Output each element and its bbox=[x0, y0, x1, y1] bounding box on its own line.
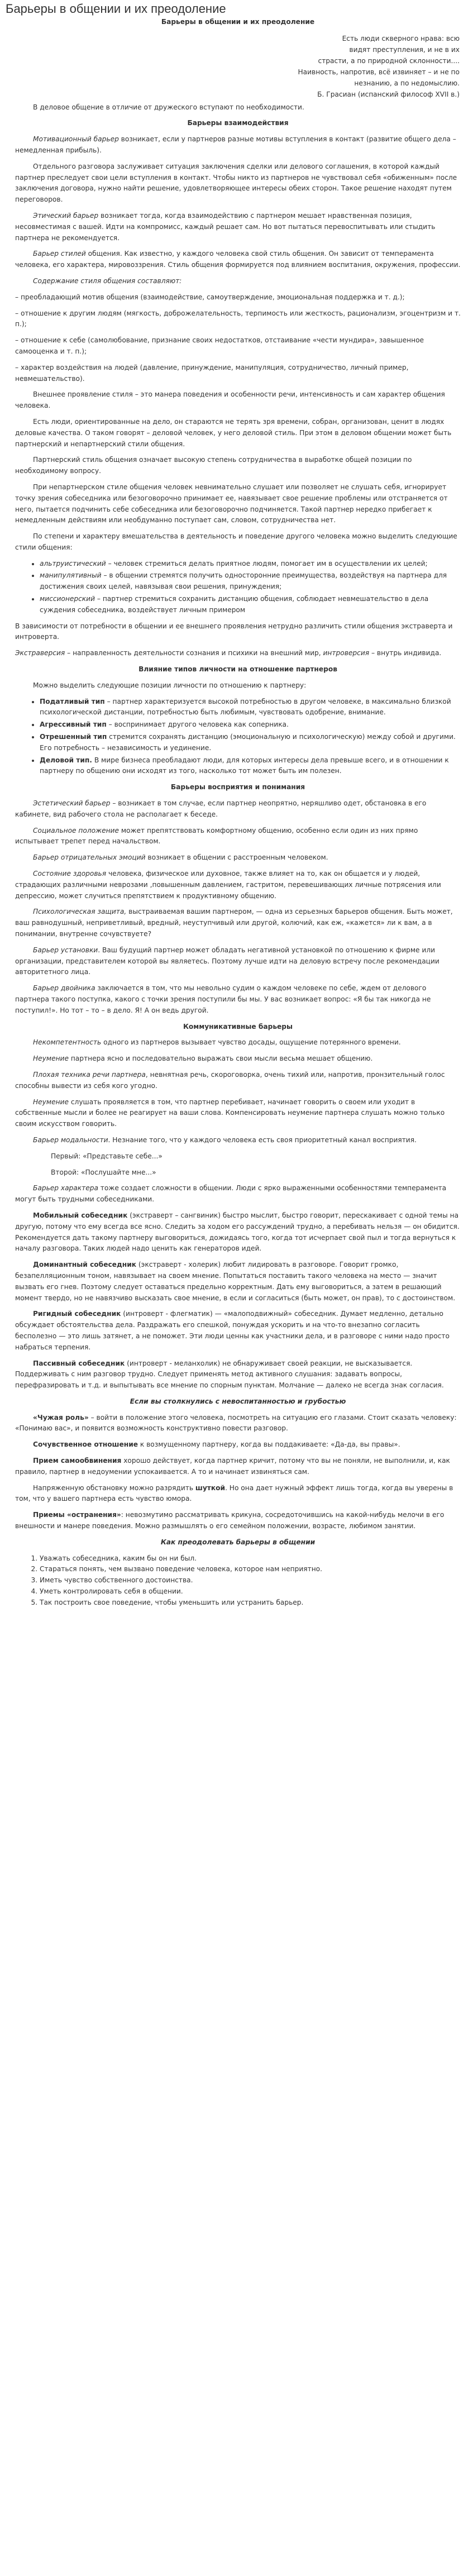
epigraph-author: Б. Грасиан (испанский философ XVII в.) bbox=[317, 90, 460, 98]
paragraph: Психологическая защита, выстраиваемая вашим партнером, — одна из серьезных барьеров общения. Быть может, ваш равнодушный, неприветливый, вредный, неуступчивый или другой, колючий, как еж, «кажется» ли к вам, а в понимании, внутренне сочувствуете? bbox=[15, 908, 453, 938]
section-title: Если вы столкнулись с невоспитанностью и грубостью bbox=[130, 1397, 346, 1405]
paragraph: В зависимости от потребности в общении и ее внешнего проявления нетрудно различить стили общения экстраверта и интроверта. bbox=[15, 622, 453, 641]
term: Барьер стилей bbox=[33, 250, 86, 258]
list-item: 3. Иметь чувство собственного достоинства. bbox=[40, 1575, 461, 1586]
paragraph: Партнерский стиль общения означает высокую степень сотрудничества в выработке общей позиции по необходимому вопросу. bbox=[15, 456, 412, 475]
paragraph: Мотивационный барьер возникает, если у партнеров разные мотивы вступления в контакт (развитие общего дела – немедленная прибыль). bbox=[15, 135, 456, 154]
paragraph: Плохая техника речи партнера, невнятная речь, скороговорка, очень тихий или, напротив, пронзительный голос способны вывести из себя кого угодно. bbox=[15, 1070, 445, 1090]
list-item: • миссионерский – партнер стремиться сохранить дистанцию общения, соблюдает невмешательство в дела суждения собеседника, воздействует личным примером bbox=[40, 594, 461, 616]
paragraph: Приемы «остранения»: невозмутимо рассматривать крикуна, сосредоточившись на какой-нибудь мелочи в его внешности и манере поведения. Можно размышлять о его семейном положении, возрасте, любимом занятии. bbox=[15, 1511, 445, 1530]
tips-list bbox=[15, 1553, 461, 1609]
quote: Второй: «Послушайте мне...» bbox=[51, 1168, 156, 1176]
paragraph: Пассивный собеседник (интроверт - меланхолик) не обнаруживает своей реакции, не высказывается. Поддерживать с ним разговор трудно. Следует применять метод активного слушания: задавать вопросы, перефразировать и т.д. и выпытывать все мнение по спорным пунктам. Молчание — далеко не всегда знак согласия. bbox=[15, 1359, 444, 1390]
epigraph bbox=[15, 33, 460, 100]
paragraph: Барьер двойника заключается в том, что мы невольно судим о каждом человеке по себе, ждем от делового партнера такого поступка, какого с точки зрения поступили бы мы. У вас возникает вопрос: «Я бы так никогда не поступил!». Но тот – то – в дело. Я! А он ведь другой. bbox=[15, 984, 431, 1014]
paragraph: Внешнее проявление стиля – это манера поведения и особенности речи, интенсивность и сам характер общения человека. bbox=[15, 390, 445, 410]
list-item: • Податливый тип – партнер характеризуется высокой потребностью в другом человеке, в максимально близкой психологической дистанции, потребностью быть любимым, чувствовать одобрение, внимание. bbox=[40, 697, 461, 719]
list-item: 2. Стараться понять, чем вызвано поведение человека, которое нам неприятно. bbox=[40, 1564, 461, 1575]
list-item: • альтруистический – человек стремиться делать приятное людям, помогает им в осуществлении их целей; bbox=[40, 559, 461, 570]
epigraph-line: видят преступления, и не в их bbox=[349, 45, 460, 54]
paragraph: Напряженную обстановку можно разрядить шуткой. Но она дает нужный эффект лишь тогда, когда вы уверены в том, что у вашего партнера есть чувство юмора. bbox=[15, 1483, 453, 1503]
paragraph: Барьер отрицательных эмоций возникает в общении с расстроенным человеком. bbox=[33, 853, 328, 862]
list-item: – отношение к себе (самолюбование, признание своих недостатков, отстаивание «чести мундира», завышенное самооценка и т. п.); bbox=[15, 336, 424, 355]
term: Мотивационный барьер bbox=[33, 135, 119, 144]
intro-paragraph: В деловое общение в отличие от дружеского вступают по необходимости. bbox=[33, 103, 304, 111]
paragraph: По степени и характеру вмешательства в деятельность и поведение другого человека можно выделить следующие стили общения: bbox=[15, 532, 457, 551]
epigraph-line: незнанию, а по недомыслию. bbox=[354, 79, 460, 87]
paragraph: Неумение партнера ясно и последовательно выражать свои мысли весьма мешает общению. bbox=[33, 1055, 373, 1063]
list-item: – преобладающий мотив общения (взаимодействие, самоутверждение, эмоциональная поддержка и т. д.); bbox=[15, 293, 405, 301]
quote: Первый: «Представьте себе...» bbox=[51, 1152, 163, 1160]
section-title: Как преодолевать барьеры в общении bbox=[160, 1538, 316, 1546]
section-title: Барьеры взаимодействия bbox=[187, 119, 289, 127]
paragraph: Барьер установки. Ваш будущий партнер может обладать негативной установкой по отношению к фирме или организации, представителем которой вы являетесь. Поэтому лучше идти на деловую встречу после рекомендации авторитетного лица. bbox=[15, 946, 439, 976]
list-item: • Агрессивный тип – воспринимает другого человека как соперника. bbox=[40, 719, 461, 731]
epigraph-line: страсти, а по природной склонности.... bbox=[318, 56, 460, 65]
list-item: – отношение к другим людям (мягкость, доброжелательность, терпимость или жесткость, рационализм, эгоцентризм и т. п.); bbox=[15, 309, 461, 328]
paragraph: Экстраверсия – направленность деятельности сознания и психики на внешний мир, интроверсия – внутрь индивида. bbox=[15, 649, 442, 657]
styles-list bbox=[15, 559, 461, 616]
paragraph: Содержание стиля общения составляют: bbox=[33, 276, 182, 285]
paragraph: Мобильный собеседник (экстраверт – сангвиник) быстро мыслит, быстро говорит, перескакивает с одной темы на другую, потому что ему всегда все ясно. Следить за ходом его рассуждений трудно, а перебивать нельзя — он обидится. Рекомендуется дать такому партнеру выговориться, дожидаясь того, когда тот исчерпает свой пыл и тогда вернуться к началу разговора. Таких людей надо ценить как генераторов идей. bbox=[15, 1211, 460, 1253]
list-item: • манипулятивный – в общении стремятся получить односторонние преимущества, воздействуя на партнера для достижения своих целей, навязывая свои решения, принуждения; bbox=[40, 570, 461, 593]
paragraph: Ригидный собеседник (интроверт - флегматик) — «малоподвижный» собеседник. Думает медленно, детально обсуждает обстоятельства дела. Раздражать его спешкой, понуждая ускорить и на что-то внезапно согласить бесполезно — это лишь затянет, а не поможет. Эти люди ценны как участники дела, и в разговоре с ними надо просто набраться терпения. bbox=[15, 1310, 450, 1351]
article-heading: Барьеры в общении и их преодоление bbox=[161, 17, 315, 26]
list-item: • Деловой тип. В мире бизнеса преобладают люди, для которых интересы дела превыше всего, и в отношении к партнеру по общению они исходят из того, насколько тот может быть им полезен. bbox=[40, 755, 461, 777]
paragraph: Социальное положение может препятствовать комфортному общению, особенно если один из них прямо испытывает трепет перед начальством. bbox=[15, 826, 418, 846]
epigraph-line: Наивность, напротив, всё извиняет – и не по bbox=[298, 68, 460, 76]
paragraph: «Чужая роль» – войти в положение этого человека, посмотреть на ситуацию его глазами. Стоит сказать человеку: «Понимаю вас», и появится возможность конструктивно повести разговор. bbox=[15, 1413, 457, 1433]
section-title: Коммуникативные барьеры bbox=[183, 1022, 293, 1031]
page-title: Барьеры в общении и их преодоление bbox=[0, 0, 473, 17]
paragraph: При непартнерском стиле общения человек невнимательно слушает или позволяет не слушать себя, игнорирует точку зрения собеседника или безоговорочно принимает ее, навязывает свое решение проблемы или отстраняется от него, пытается подчинить себе собеседника или безоговорочно подчиняется. Такой партнер нередко прибегает к немедленным действиям или необдуманно поступает сам, словом, сотрудничества нет. bbox=[15, 483, 448, 524]
list-item: 1. Уважать собеседника, каким бы он ни был. bbox=[40, 1553, 461, 1564]
paragraph: Этический барьер возникает тогда, когда взаимодействию с партнером мешает нравственная позиция, несовместимая с вашей. Идти на компромисс, каждый решает сам. Но вот пытаться перевоспитывать или стыдить партнера не рекомендуется. bbox=[15, 211, 436, 242]
paragraph: Состояние здоровья человека, физическое или духовное, также влияет на то, как он общается и у людей, страдающих различными неврозами ,повышенным давлением, гастритом, перевешивающих личные потрясения или депрессию, может случиться препятствием к продуктивному общению. bbox=[15, 870, 441, 900]
paragraph: Доминантный собеседник (экстраверт - холерик) любит лидировать в разговоре. Говорит громко, безапелляционным тоном, навязывает на своем мнение. Попытаться поставить такого человека на место — значит вызвать его гнев. Поэтому следует оставаться предельно корректным. Дать ему выговориться, а затем в решающий момент твердо, но не навязчиво высказать свое мнение, в если и согласиться (быть может, он прав), то с достоинством. bbox=[15, 1261, 456, 1302]
epigraph-line: Есть люди скверного нрава: всю bbox=[342, 34, 460, 42]
list-item: – характер воздействия на людей (давление, принуждение, манипуляция, сотрудничество, личный пример, невмешательство). bbox=[15, 363, 409, 383]
section-title: Влияние типов личности на отношение партнеров bbox=[138, 665, 337, 674]
paragraph: Барьер модальности. Незнание того, что у каждого человека есть своя приоритетный канал восприятия. bbox=[33, 1136, 417, 1144]
paragraph: Неумение слушать проявляется в том, что партнер перебивает, начинает говорить о своем или уходит в собственные мысли и более не реагирует на ваши слова. Компенсировать неумение партнера слушать можно только своим искусством говорить. bbox=[15, 1098, 445, 1128]
paragraph: Эстетический барьер – возникает в том случае, если партнер неопрятно, неряшливо одет, обстановка в его кабинете, вид рабочего стола не располагает к беседе. bbox=[15, 799, 427, 818]
paragraph: Барьер характера тоже создает сложности в общении. Люди с ярко выраженными особенностями темперамента могут быть трудными собеседниками. bbox=[15, 1184, 447, 1204]
paragraph: Есть люди, ориентированные на дело, он стараются не терять зря времени, собран, организован, ценит в людях деловые качества. О таком говорят – деловой человек, у него деловой стиль. При этом в деловом общении может быть партнерский и непартнерский стили общения. bbox=[15, 417, 452, 448]
paragraph: Можно выделить следующие позиции личности по отношению к партнеру: bbox=[33, 681, 307, 689]
types-list bbox=[15, 697, 461, 777]
list-item: 4. Уметь контролировать себя в общении. bbox=[40, 1586, 461, 1597]
paragraph: Прием самообвинения хорошо действует, когда партнер кричит, потому что вы не поняли, не выполнили, и, как правило, партнер в недоумении успокаивается. А то и начинает извиняться сам. bbox=[15, 1457, 450, 1476]
list-item: • Отрешенный тип стремится сохранять дистанцию (эмоциональную и психологическую) между собой и другими. Его потребность – независимость и уединение. bbox=[40, 732, 461, 754]
list-item: 5. Так построить свое поведение, чтобы уменьшить или устранить барьер. bbox=[40, 1597, 461, 1609]
paragraph: Сочувственное отношение к возмущенному партнеру, когда вы поддакиваете: «Да-да, вы правы». bbox=[33, 1440, 400, 1449]
term: Этический барьер bbox=[33, 211, 99, 220]
section-title: Барьеры восприятия и понимания bbox=[170, 783, 305, 791]
article-body bbox=[0, 17, 473, 1609]
paragraph: Барьер стилей общения. Как известно, у каждого человека свой стиль общения. Он зависит от темперамента человека, его характера, мировоззрения. Стиль общения формируется под влиянием воспитания, окружения, профессии. bbox=[15, 250, 461, 269]
paragraph: Некомпетентность одного из партнеров вызывает чувство досады, ощущение потерянного времени. bbox=[33, 1038, 401, 1047]
paragraph: Отдельного разговора заслуживает ситуация заключения сделки или делового соглашения, в которой каждый партнер преследует свои цели вступления в контакт. Чтобы никто из партнеров не чувствовал себя «обиженным» после заключения договора, нужно найти решение, удовлетворяющее интересы обеих сторон. Такое решение находят путем переговоров. bbox=[15, 162, 457, 204]
